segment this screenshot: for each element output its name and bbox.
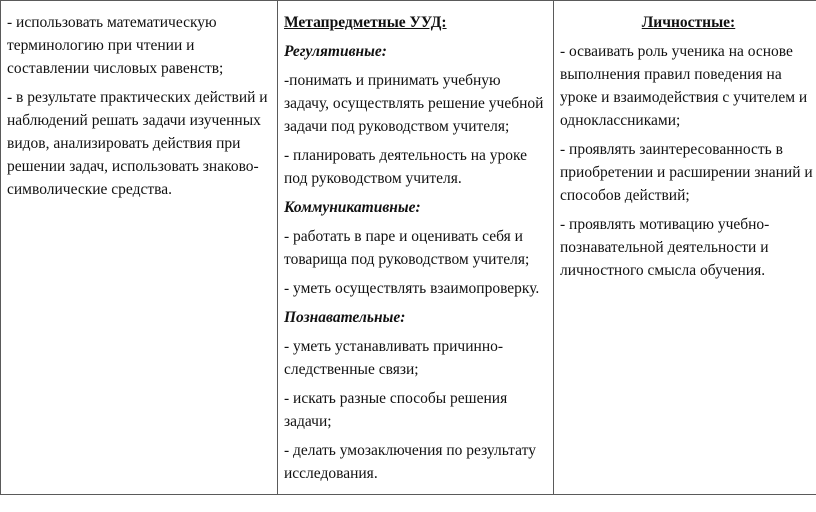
regulative-heading: Регулятивные:: [284, 43, 387, 60]
personal-item: - проявлять мотивацию учебно-познавательной деятельности и личностного смысла обучения.: [560, 216, 770, 279]
cognitive-item: - уметь устанавливать причинно-следственные связи;: [284, 338, 504, 378]
subject-item: - использовать математическую терминологию при чтении и составлении числовых равенств;: [7, 14, 224, 77]
communicative-item: - уметь осуществлять взаимопроверку.: [284, 280, 540, 297]
metasubject-cell: [278, 1, 554, 494]
personal-cell: [554, 1, 816, 494]
personal-item: - проявлять заинтересованность в приобретении и расширении знаний и способов действий;: [560, 141, 813, 204]
subject-item: - в результате практических действий и наблюдений решать задачи изученных видов, анализировать действия при решении задач, использовать знаково-символические средства.: [7, 89, 268, 198]
metasubject-content: [284, 11, 549, 491]
cognitive-heading: Познавательные:: [284, 309, 406, 326]
subject-results-content: [7, 11, 273, 207]
subject-results-cell: [1, 1, 278, 494]
regulative-item: - планировать деятельность на уроке под руководством учителя.: [284, 147, 528, 187]
regulative-item: -понимать и принимать учебную задачу, осуществлять решение учебной задачи под руководством учителя;: [284, 72, 544, 135]
personal-item: - осваивать роль ученика на основе выполнения правил поведения на уроке и взаимодействия с учителем и одноклассниками;: [560, 43, 808, 129]
metasubject-title: Метапредметные УУД:: [284, 14, 447, 31]
cognitive-item: - искать разные способы решения задачи;: [284, 390, 508, 430]
personal-content: [560, 11, 816, 288]
communicative-heading: Коммуникативные:: [284, 199, 421, 216]
personal-title: Личностные:: [641, 14, 736, 31]
communicative-item: - работать в паре и оценивать себя и товарища под руководством учителя;: [284, 228, 530, 268]
cognitive-item: - делать умозаключения по результату исследования.: [284, 442, 536, 482]
